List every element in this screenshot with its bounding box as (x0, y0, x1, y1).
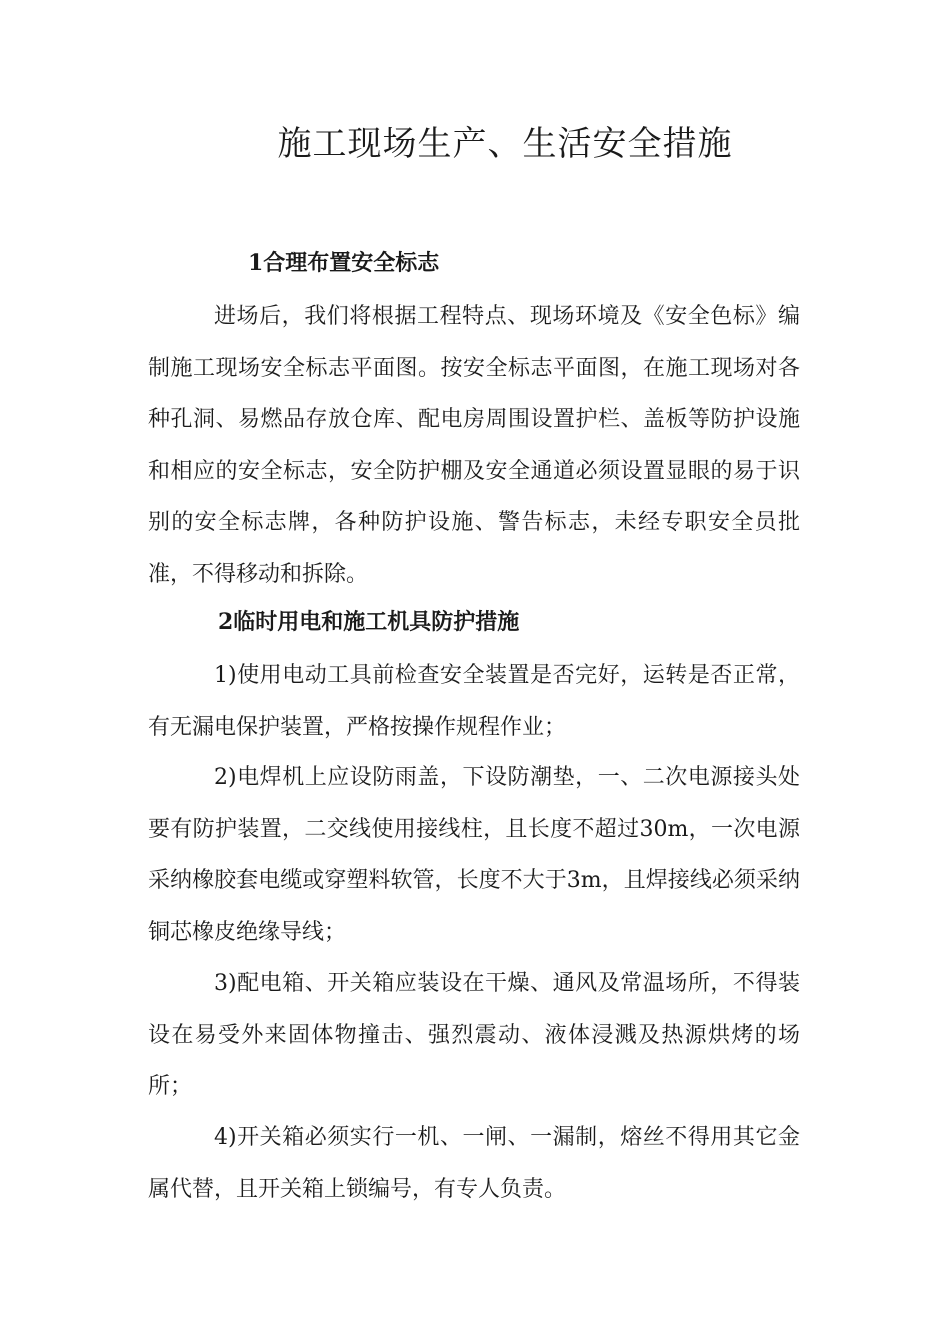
section-2-paragraph-2: 2)电焊机上应设防雨盖，下设防潮垫，一、二次电源接头处要有防护装置，二交线使用接线柱，且长度不超过30m，一次电源采纳橡胶套电缆或穿塑料软管，长度不大于3m，且焊接线必须采纳铜芯橡皮绝缘导线； (148, 765, 800, 945)
section-heading-2: 2临时用电和施工机具防护措施 (218, 609, 520, 635)
document-title: 施工现场生产、生活安全措施 (277, 124, 733, 164)
section-1-paragraph-1: 进场后，我们将根据工程特点、现场环境及《安全色标》编制施工现场安全标志平面图。按安全标志平面图，在施工现场对各种孔洞、易燃品存放仓库、配电房周围设置护栏、盖板等防护设施和相应的安全标志，安全防护棚及安全通道必须设置显眼的易于识别的安全标志牌，各种防护设施、警告标志，未经专职安全员批准，不得移动和拆除。 (148, 304, 800, 587)
section-2-paragraph-3: 3)配电箱、开关箱应装设在干燥、通风及常温场所，不得装设在易受外来固体物撞击、强烈震动、液体浸溅及热源烘烤的场所； (148, 971, 800, 1099)
section-heading-1: 1合理布置安全标志 (248, 250, 440, 276)
section-2-paragraph-4: 4)开关箱必须实行一机、一闸、一漏制，熔丝不得用其它金属代替，且开关箱上锁编号，有专人负责。 (148, 1125, 800, 1202)
section-2-paragraph-1: 1)使用电动工具前检查安全装置是否完好，运转是否正常，有无漏电保护装置，严格按操作规程作业； (148, 663, 800, 740)
